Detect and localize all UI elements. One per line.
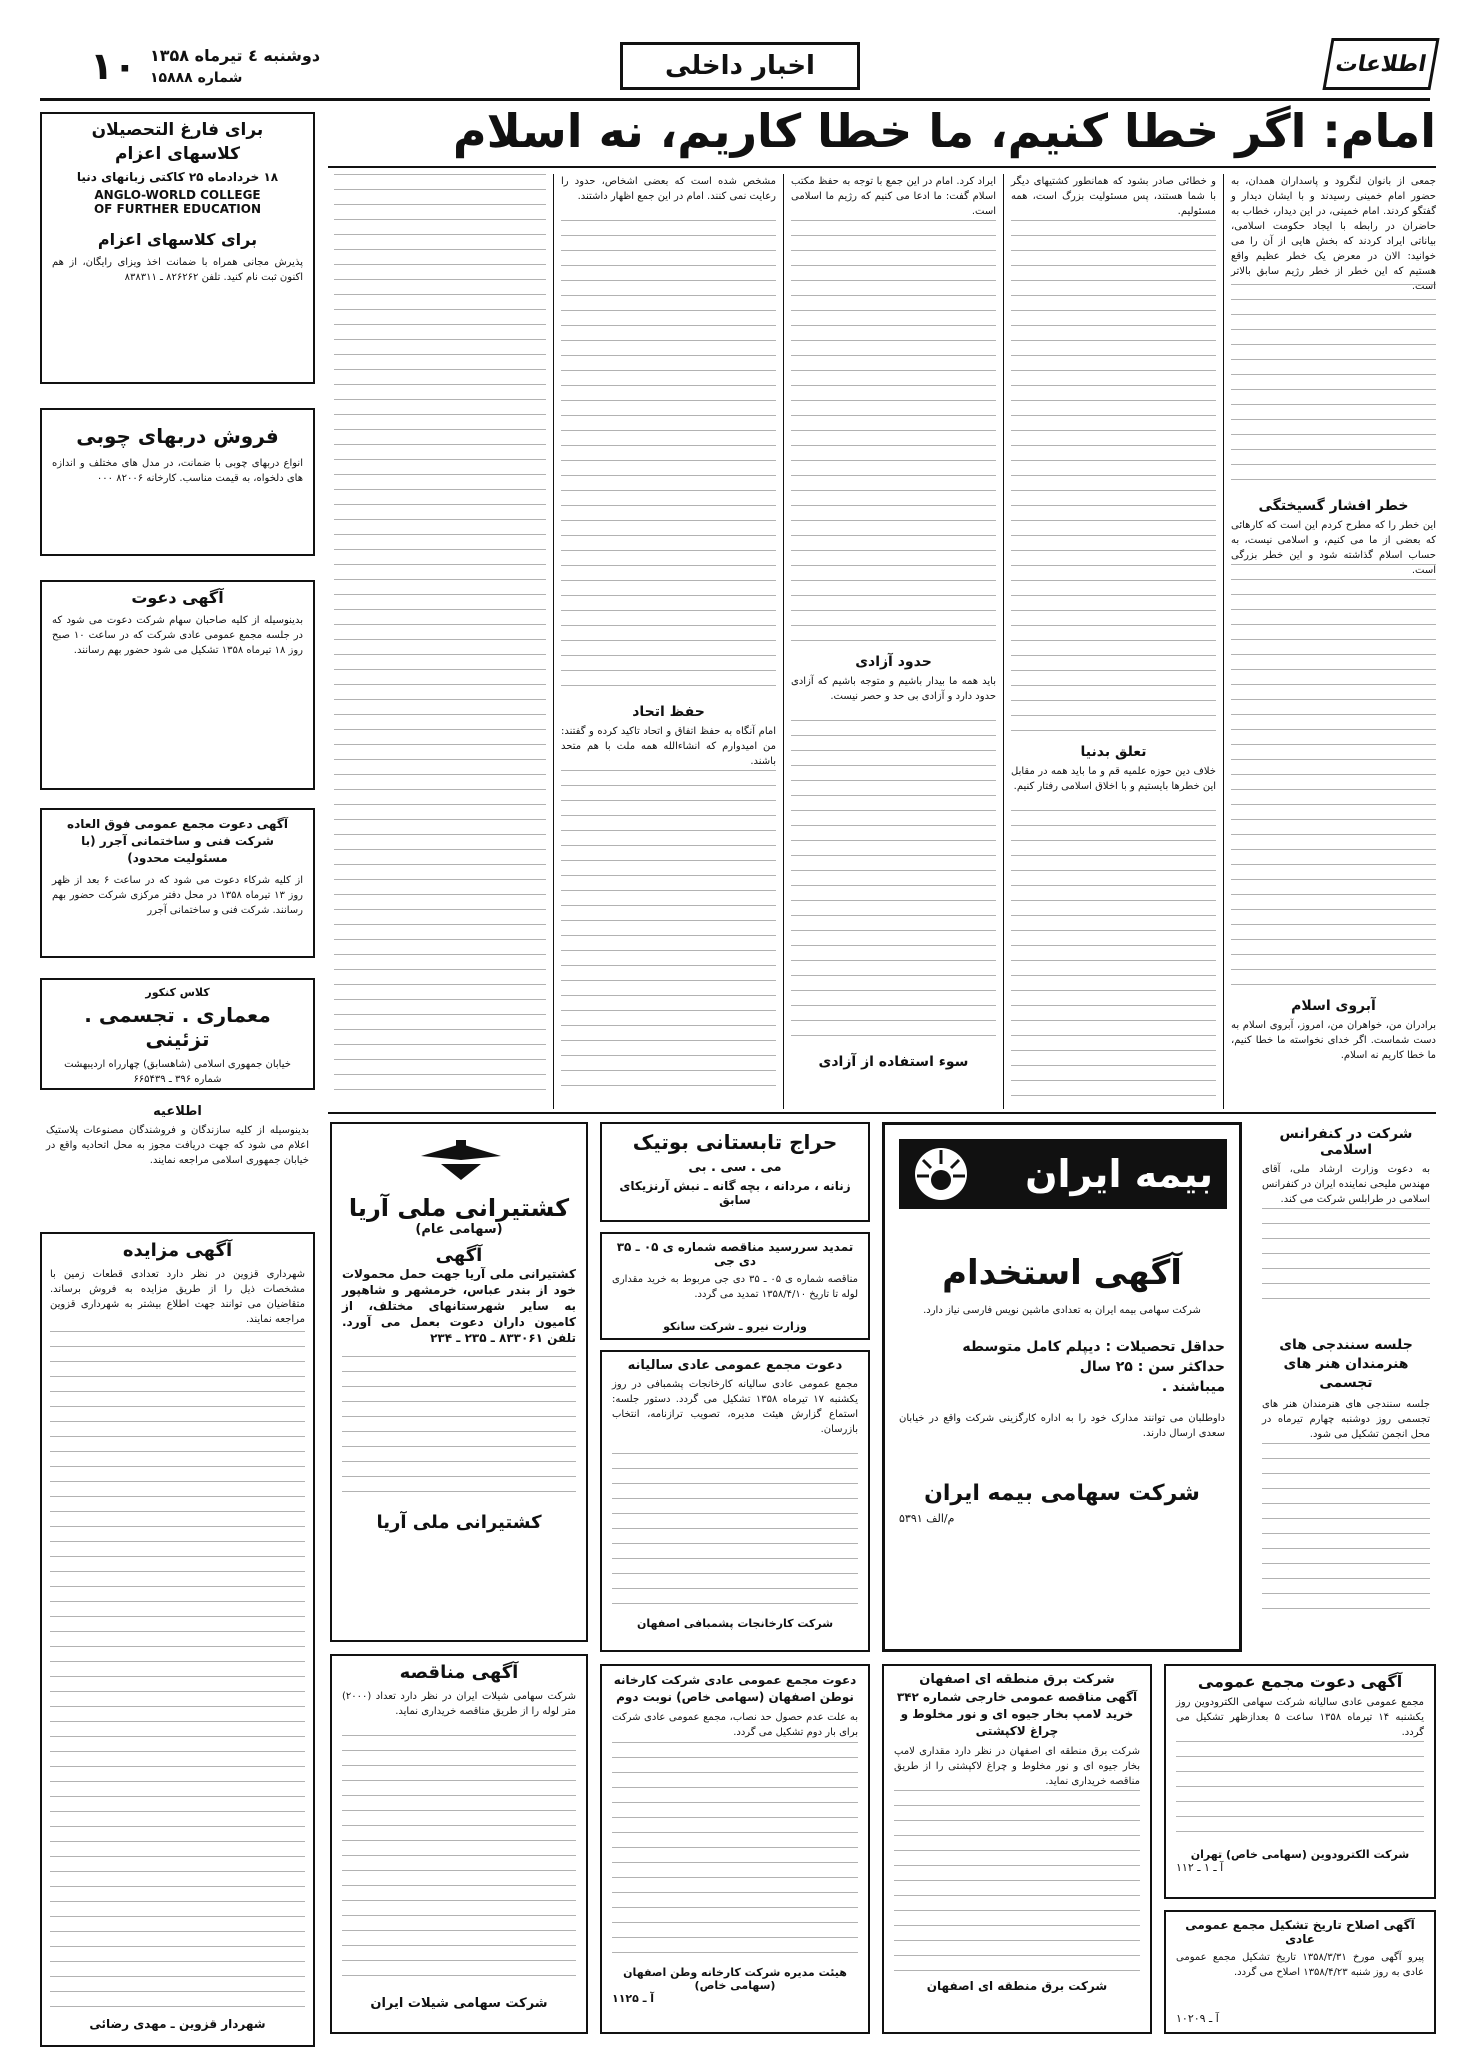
ad-title: آگهی استخدام xyxy=(942,1253,1182,1293)
ad-line: ۱۸ خردادماه ۲۵ کاکتی زبانهای دنیا xyxy=(76,170,279,184)
headline: امام: اگر خطا کنیم، ما خطا کاریم، نه اسلام xyxy=(452,104,1436,158)
article-text: مشخص شده است که بعضی اشخاص، حدود را رعایت نمی کنند. امام در این جمع اظهار داشتند. xyxy=(561,176,776,202)
ad-ajor-assembly xyxy=(40,808,315,958)
article-text: جمعی از بانوان لنگرود و پاسداران همدان، به حضور امام خمینی رسیدند و با ایشان دیدار و گفتگو کردند. امام خمینی، در این دیدار، خطاب به حاضران در رابطه با ایجاد حکومت اسلامی، بیاناتی ایراد کردند که بخش هایی از آن را می خوانید: الان در معرض یک خطر عظیم واقع هستیم که این خطر از خطر رژیم سابق بالاتر است. xyxy=(1231,176,1436,292)
headline-rule xyxy=(328,166,1436,168)
ad-signature: شرکت سهامی شیلات ایران xyxy=(370,1996,548,2011)
ad-body: شرکت برق منطقه ای اصفهان در نظر دارد مقداری لامپ بخار جیوه ای و نور مخلوط و چراغ لاکپشتی را از طریق مناقصه خریداری نماید. xyxy=(894,1746,1140,1787)
ad-body-lines xyxy=(894,1790,1140,1975)
ad-title: جلسه سنندجی های هنرمندان هنر های تجسمی xyxy=(1279,1337,1413,1391)
ad-body-lines xyxy=(1262,1443,1430,1623)
ad-line-1: می . سی . بی xyxy=(688,1160,782,1175)
ad-title: آگهی دعوت مجمع عمومی فوق العاده شرکت فنی و ساختمانی آجرر (با مسئولیت محدود) xyxy=(67,817,288,865)
ad-body-lines xyxy=(1176,1741,1424,1846)
article-text: باید همه ما بیدار باشیم و متوجه باشیم که آزادی حدود دارد و آزادی بی حد و حصر نیست. xyxy=(791,676,996,702)
requirement-end: میباشند . xyxy=(1161,1379,1225,1395)
article-text-lines xyxy=(1231,284,1436,494)
ad-title: دعوت مجمع عمومی عادی سالیانه xyxy=(627,1358,843,1373)
article-text-lines xyxy=(1231,564,1436,994)
section-title: اخبار داخلی xyxy=(665,51,815,81)
ad-isfahan-power-tender xyxy=(882,1664,1152,2034)
ad-signature: شرکت الکترودوین (سهامی خاص) تهران xyxy=(1190,1848,1410,1861)
ad-body: بدینوسیله از کلیه سازندگان و فروشندگان مصنوعات پلاستیک اعلام می شود که جهت دریافت مجوز به محل اتحادیه واقع در خیابان جمهوری اسلامی مراجعه نمایند. xyxy=(46,1125,309,1166)
ad-islamic-conference xyxy=(1256,1122,1436,1322)
ad-body-lines xyxy=(50,1331,305,2011)
ad-signature: شرکت برق منطقه ای اصفهان xyxy=(926,1979,1108,1993)
requirement-age: حداکثر سن : ۲۵ سال xyxy=(1079,1359,1225,1375)
ad-body: شرکت سهامی شیلات ایران در نظر دارد تعداد (۲۰۰۰) متر لوله را از طریق مناقصه خریداری نماید. xyxy=(342,1691,576,1717)
article-bottom-rule xyxy=(328,1112,1436,1114)
ad-title: شرکت در کنفرانس اسلامی xyxy=(1279,1126,1413,1158)
ad-title: آگهی دعوت مجمع عمومی xyxy=(1197,1672,1403,1691)
article-column-5 xyxy=(334,174,546,1109)
ad-aria-shipping xyxy=(330,1122,588,1642)
page-number: ۱۰ xyxy=(90,44,137,88)
ad-invitation-notice xyxy=(40,580,315,790)
ad-title: آگهی مناقصه عمومی خارجی شماره ۳۴۲ خرید لامپ بخار جیوه ای و نور مخلوط و چراغ لاکپشتی xyxy=(896,1690,1138,1738)
article-text-lines xyxy=(561,220,776,700)
ad-body: انواع دربهای چوبی با ضمانت، در مدل های مختلف و اندازه های دلخواه، به قیمت مناسب. کارخانه ۸۲۰۰۶ ۰۰۰ xyxy=(52,458,303,484)
ad-code: آ ـ ۱ ـ ۱۱۲ xyxy=(1176,1861,1224,1874)
ad-title: تمدید سررسید مناقصه شماره ی ۰۵ ـ ۳۵ دی جی xyxy=(616,1240,854,1268)
article-text: ایراد کرد. امام در این جمع با توجه به حفظ مکتب اسلام گفت: ما ادعا می کنیم که رژیم ما اسلامی است. xyxy=(791,176,996,217)
ad-body-lines xyxy=(612,1742,858,1962)
article-text: و خطائی صادر بشود که همانطور کشتیهای دیگر با شما هستند، پس مسئولیت بزرگ است، همه مسئولیم. xyxy=(1011,176,1216,217)
ad-label: کلاس کنکور xyxy=(145,986,210,999)
ad-subtitle: آگهی xyxy=(435,1245,483,1266)
ad-title: اطلاعیه xyxy=(153,1104,202,1119)
subhead-attachment: تعلق بدنیا xyxy=(1080,744,1147,760)
ad-code: م/الف ۵۳۹۱ xyxy=(899,1512,955,1525)
section-box xyxy=(620,42,860,90)
ad-signature: وزارت نیرو ـ شرکت سانکو xyxy=(663,1320,807,1333)
ad-body: پذیرش مجانی همراه با ضمانت اخذ ویزای رایگان، از هم اکنون ثبت نام کنید. تلفن ۸۲۶۲۶۲ ـ ۸۳۸۳۱۱ xyxy=(52,257,303,283)
ad-title: آگهی مزایده xyxy=(122,1240,233,1261)
ad-title: حراج تابستانی بوتیک xyxy=(632,1130,838,1154)
left-ad-column xyxy=(40,112,315,2047)
subhead-danger: خطر افشار گسیختگی xyxy=(1258,498,1409,514)
ad-artists-meeting xyxy=(1256,1332,1436,1652)
ad-body: به دعوت وزارت ارشاد ملی، آقای مهندس ملیحی نماینده ایران در کنفرانس اسلامی در طرابلس شرکت می کند. xyxy=(1262,1164,1430,1205)
ad-title: آگهی مناقصه xyxy=(399,1662,519,1683)
ad-body: شرکت سهامی بیمه ایران به تعدادی ماشین نویس فارسی نیاز دارد. xyxy=(923,1305,1201,1316)
ad-body-lines xyxy=(342,1356,576,1506)
ad-body: بدینوسیله از کلیه صاحبان سهام شرکت دعوت می شود که در جلسه مجمع عمومی عادی شرکت که در ساعت ۱۰ صبح روز ۱۸ تیرماه ۱۳۵۸ تشکیل می شود حضور بهم رسانند. xyxy=(52,615,303,656)
ad-auction xyxy=(40,1232,315,2047)
article-text: این خطر را که مطرح کردم این است که کارهائی که بعضی از ما می کنیم، و اسلامی نیست، به حساب اسلام گذاشته شود و این خطر بزرگی است. xyxy=(1231,520,1436,576)
ad-body-lines xyxy=(342,1735,576,1990)
ad-vatan-factory xyxy=(600,1664,870,2034)
ad-header: شرکت برق منطقه ای اصفهان xyxy=(919,1672,1115,1687)
ad-shilat-tender xyxy=(330,1654,588,2034)
bime-logo xyxy=(899,1139,1227,1209)
ad-title: فروش دربهای چوبی xyxy=(76,424,279,448)
issue-number: شماره ۱۵۸۸۸ xyxy=(150,70,243,86)
main-article xyxy=(328,104,1436,1114)
subhead-freedom-limits: حدود آزادی xyxy=(855,654,932,670)
ad-title: معماری . تجسمی . تزئینی xyxy=(84,1003,271,1051)
ad-body: کشتیرانی ملی آریا جهت حمل محمولات خود از بندر عباس، خرمشهر و شاهپور به سایر شهرستانهای مختلف، از کامیون داران دعوت بعمل می آورد. تلفن ۸۳۳۰۶۱ ـ ۲۳۵ ـ ۲۳۴ xyxy=(342,1267,576,1345)
subhead-abuse-freedom: سوء استفاده از آزادی xyxy=(818,1054,969,1070)
article-column-3 xyxy=(791,174,996,1109)
ad-title: برای فارغ التحصیلان xyxy=(91,120,264,140)
ad-body-lines xyxy=(612,1453,858,1613)
article-text-lines xyxy=(791,220,996,650)
ad-bime-iran xyxy=(882,1122,1242,1652)
ad-wooden-doors xyxy=(40,408,315,556)
ad-tender-extension xyxy=(600,1232,870,1340)
ad-signature: هیئت مدیره شرکت کارخانه وطن اصفهان (سهامی خاص) xyxy=(623,1966,847,1992)
ad-body: شهرداری قزوین در نظر دارد تعدادی قطعات زمین با مشخصات ذیل را از طریق مزایده به فروش برساند. متقاضیان می توانند جهت اطلاع بیشتر به شهرداری قزوین مراجعه نمایند. xyxy=(50,1269,305,1325)
article-text: خلاف دین حوزه علمیه قم و ما باید همه در مقابل این خطرها بایستیم و با اخلاق اسلامی رفتار کنیم. xyxy=(1011,766,1216,792)
logo-text: اطلاعات xyxy=(1333,51,1429,77)
ad-summer-sale xyxy=(600,1122,870,1222)
article-text: امام آنگاه به حفظ اتفاق و اتحاد تاکید کرده و گفتند: من امیدوارم که انشاءالله همه ملت با هم متحد باشند. xyxy=(561,726,776,767)
ad-signature: کشتیرانی ملی آریا xyxy=(376,1512,542,1533)
article-text-lines xyxy=(791,720,996,1050)
issue-date: دوشنبه ٤ تیرماه ۱۳۵۸ xyxy=(150,46,321,65)
bime-logo-text: بیمه ایران xyxy=(1025,1152,1213,1196)
faravahar-icon xyxy=(401,1136,521,1186)
masthead xyxy=(0,0,1467,110)
article-text-lines xyxy=(334,174,546,1094)
ad-konkur-class xyxy=(40,978,315,1090)
ad-body: جلسه سنندجی های هنرمندان هنر های تجسمی روز دوشنبه چهارم تیرماه در محل انجمن تشکیل می شود. xyxy=(1262,1399,1430,1440)
ad-body-lines xyxy=(1262,1208,1430,1308)
article-column-4 xyxy=(561,174,776,1109)
ad-line-2: زنانه ، مردانه ، بچه گانه ـ نبش آرنزیکای سابق xyxy=(619,1179,851,1207)
ad-code: آ ـ ۱۱۲۵ xyxy=(612,1992,655,2005)
sun-emblem-icon xyxy=(913,1146,969,1202)
ad-signature: شهردار قزوین ـ مهدی رضائی xyxy=(89,2017,266,2031)
ad-body: مجمع عمومی عادی سالیانه شرکت سهامی الکترودوین روز یکشنبه ۱۴ تیرماه ۱۳۵۸ ساعت ۵ بعدازظهر تشکیل می گردد. xyxy=(1176,1697,1424,1738)
ad-title: آگهی اصلاح تاریخ تشکیل مجمع عمومی عادی xyxy=(1185,1918,1415,1946)
subhead-islam-honor: آبروی اسلام xyxy=(1291,998,1376,1014)
col-rule xyxy=(1223,174,1224,1109)
company-name: شرکت سهامی بیمه ایران xyxy=(924,1481,1200,1506)
ad-signature: شرکت کارخانجات پشمبافی اصفهان xyxy=(636,1617,834,1630)
ad-paren: (سهامی عام) xyxy=(415,1222,503,1237)
col-rule xyxy=(783,174,784,1109)
ad-title: کشتیرانی ملی آریا xyxy=(348,1194,570,1222)
ad-body-2: داوطلبان می توانند مدارک خود را به اداره کارگزینی شرکت واقع در خیابان سعدی ارسال دارند. xyxy=(899,1413,1225,1439)
ad-body: مناقصه شماره ی ۰۵ ـ ۳۵ دی جی مربوط به خرید مقداری لوله تا تاریخ ۱۳۵۸/۴/۱۰ تمدید می گردد. xyxy=(612,1274,859,1300)
ad-title: آگهی دعوت xyxy=(131,588,224,607)
school-name-en-2: OF FURTHER EDUCATION xyxy=(93,202,262,216)
article-column-1 xyxy=(1231,174,1436,1109)
ad-annual-assembly xyxy=(600,1350,870,1652)
masthead-rule xyxy=(40,98,1430,101)
ad-title: دعوت مجمع عمومی عادی شرکت کارخانه نوطن اصفهان (سهامی خاص) نوبت دوم xyxy=(613,1673,857,1704)
ad-body: پیرو آگهی مورخ ۱۳۵۸/۳/۳۱ تاریخ تشکیل مجمع عمومی عادی به روز شنبه ۱۳۵۸/۴/۲۳ اصلاح می گردد. xyxy=(1176,1952,1425,1978)
ad-subtitle: کلاسهای اعزام xyxy=(115,144,240,164)
col-rule xyxy=(1003,174,1004,1109)
article-text: برادران من، خواهران من، امروز، آبروی اسلام به دست شماست. اگر خدای نخواسته ما خطا کنیم، ما خطا کاریم نه اسلام. xyxy=(1231,1020,1436,1061)
article-text-lines xyxy=(1011,220,1216,740)
ad-body: خیابان جمهوری اسلامی (شاهسابق) چهارراه اردیبهشت شماره ۳۹۶ ـ ۶۶۵۴۳۹ xyxy=(64,1059,291,1085)
ad-announcement xyxy=(40,1102,315,1222)
ad-body: از کلیه شرکاء دعوت می شود که در ساعت ۶ بعد از ظهر روز ۱۳ تیرماه ۱۳۵۸ در محل دفتر مرکزی شرکت حضور بهم رسانند. شرکت فنی و ساختمانی آجرر xyxy=(52,875,303,916)
ad-electrodwin-assembly xyxy=(1164,1664,1436,1899)
ad-assembly-date-correction xyxy=(1164,1910,1436,2034)
school-name-en: ANGLO-WORLD COLLEGE xyxy=(94,188,261,202)
subhead-unity: حفظ اتحاد xyxy=(632,704,705,720)
ad-subtitle-2: برای کلاسهای اعزام xyxy=(97,230,258,249)
ad-body: به علت عدم حصول حد نصاب، مجمع عمومی عادی شرکت برای بار دوم تشکیل می گردد. xyxy=(612,1712,858,1738)
article-text-lines xyxy=(1011,810,1216,1100)
ad-body: مجمع عمومی عادی سالیانه کارخانجات پشمبافی در روز یکشنبه ۱۷ تیرماه ۱۳۵۸ تشکیل می گردد. دستور جلسه: استماع گزارش هیئت مدیره، تصویب ترازنامه، انتخاب بازرسان. xyxy=(612,1379,858,1435)
newspaper-logo xyxy=(1322,38,1439,90)
ad-code: آ ـ ۱۰۲۰۹ xyxy=(1176,2012,1219,2025)
article-column-2 xyxy=(1011,174,1216,1109)
ad-anglo-world xyxy=(40,112,315,384)
article-text-lines xyxy=(561,770,776,1100)
col-rule xyxy=(553,174,554,1109)
requirement-education: حداقل تحصیلات : دیپلم کامل متوسطه xyxy=(962,1339,1225,1355)
